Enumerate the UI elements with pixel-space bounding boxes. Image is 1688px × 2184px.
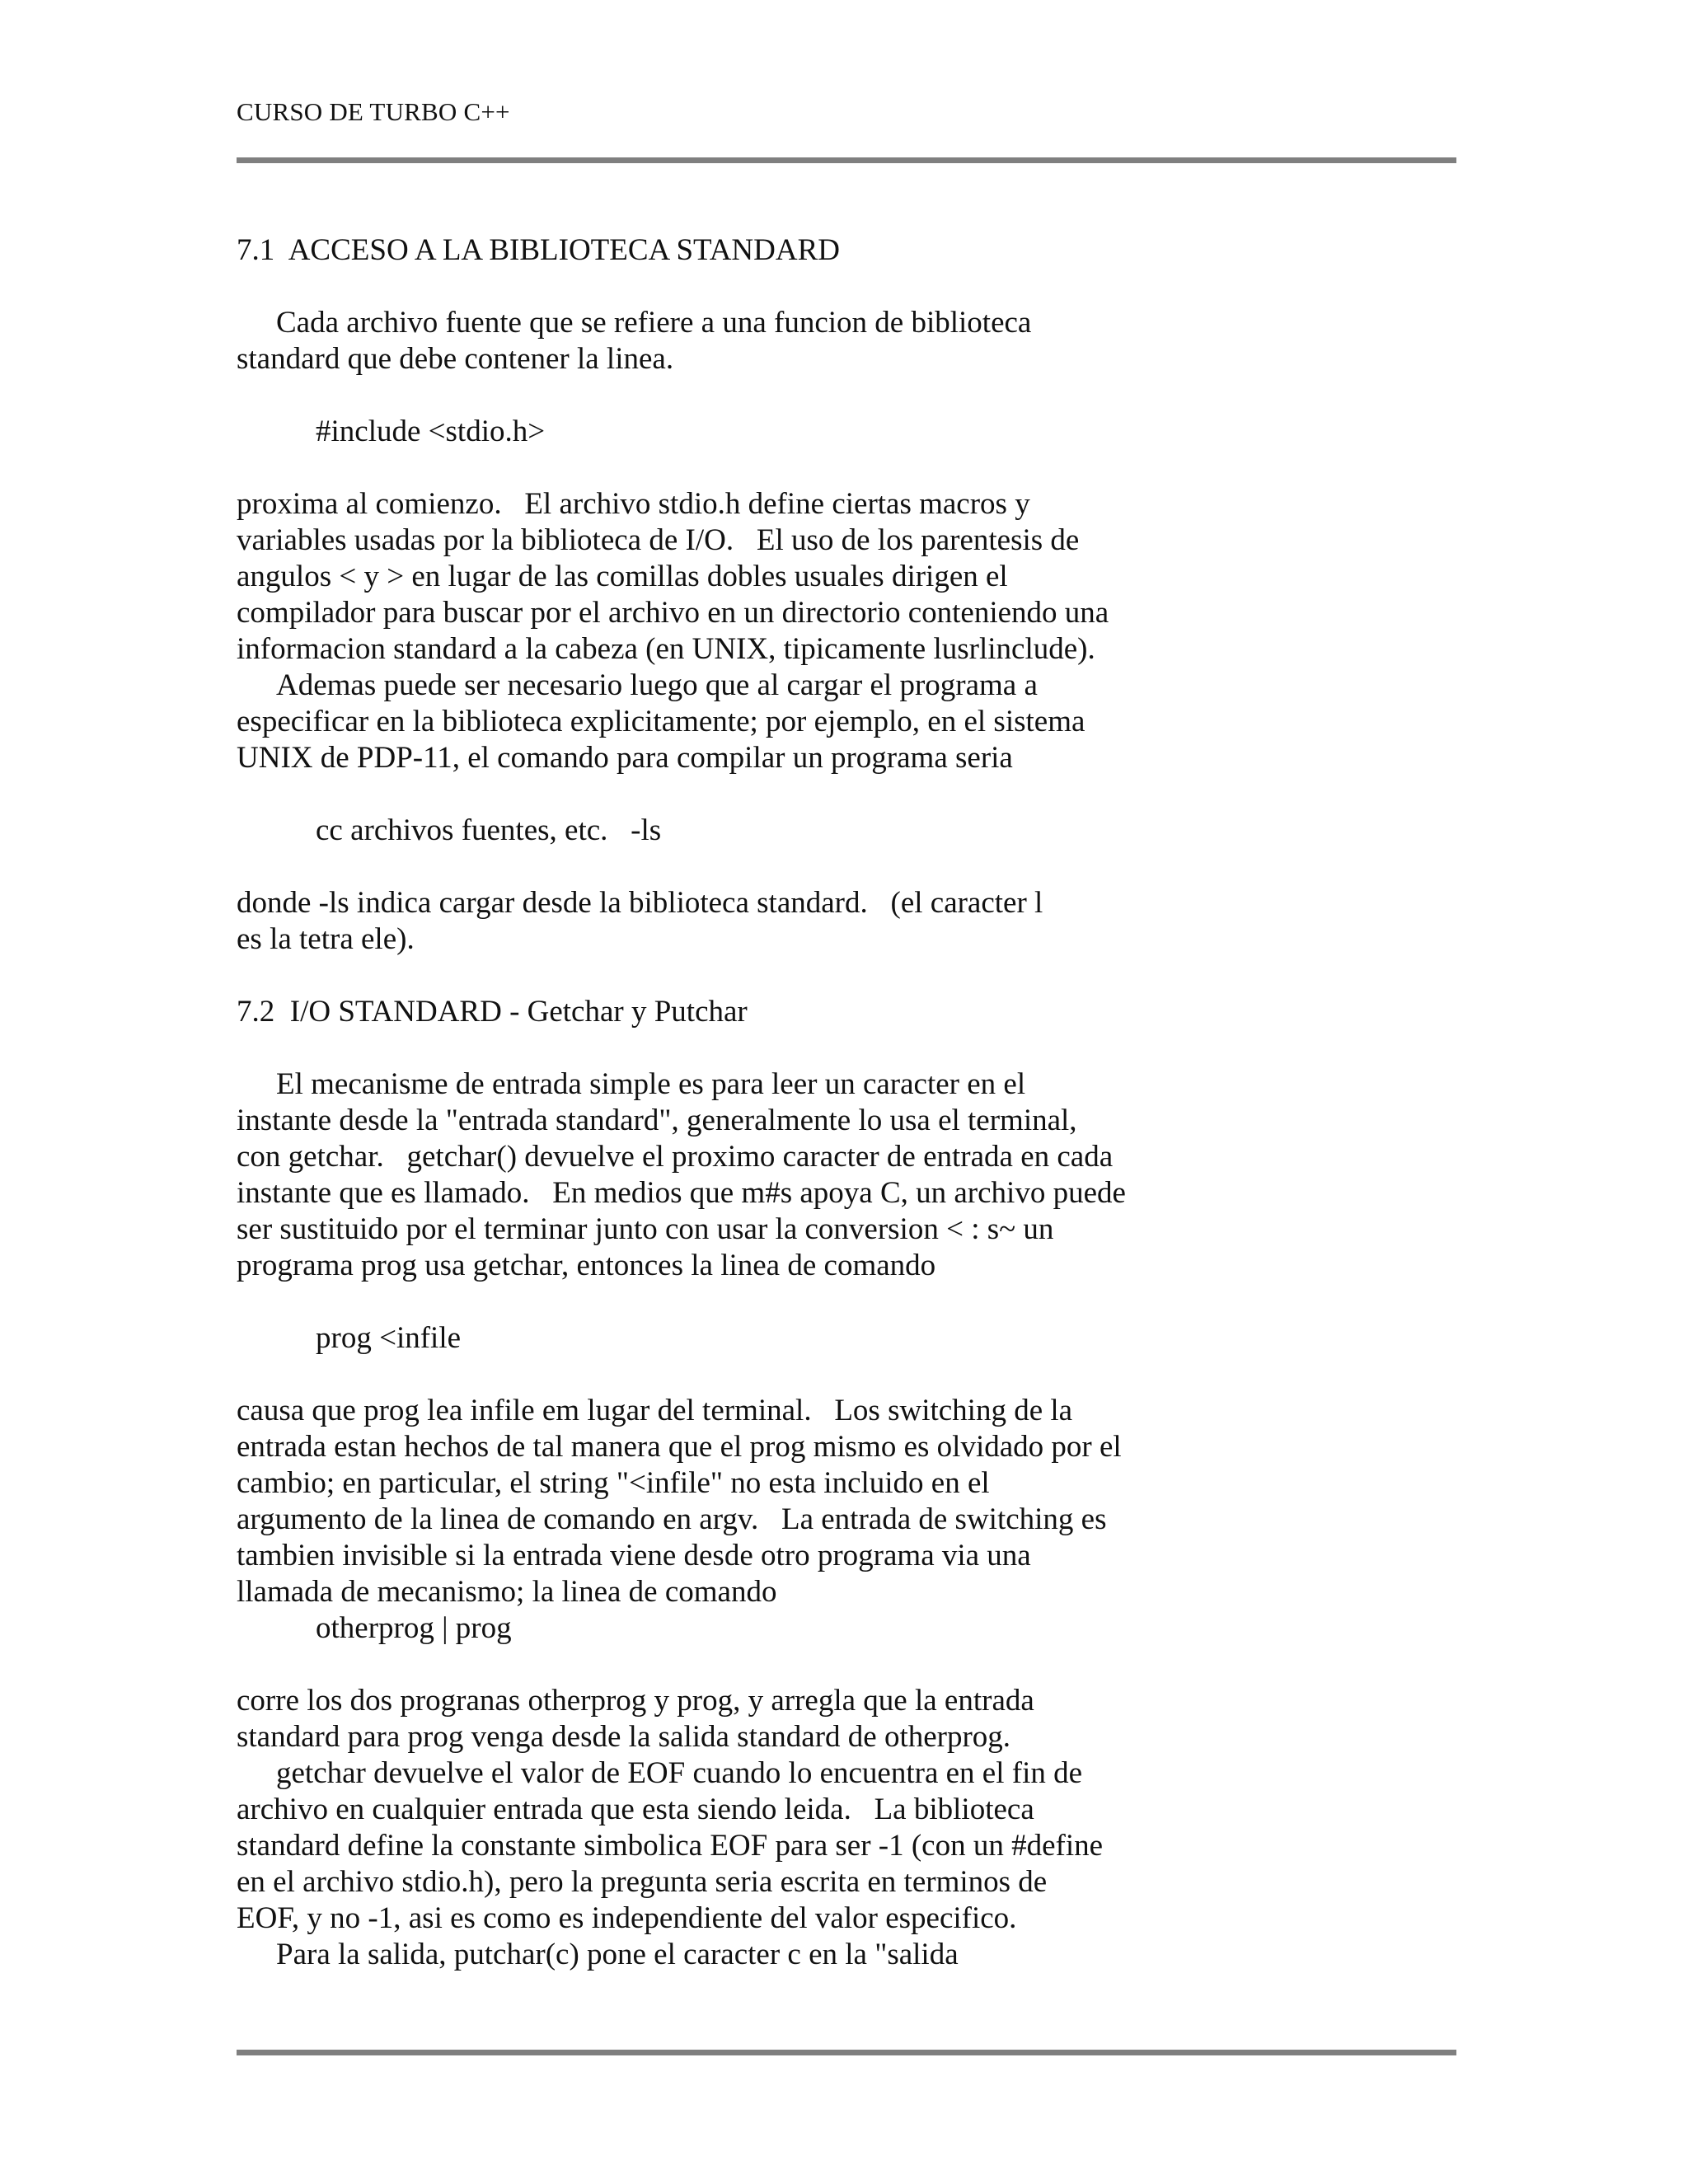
paragraph-5-line-6: programa prog usa getchar, entonces la linea de comando: [237, 1249, 936, 1282]
paragraph-3-line-2: especificar en la biblioteca explicitamente; por ejemplo, en el sistema: [237, 705, 1085, 738]
code-prog-infile: prog <infile: [316, 1321, 462, 1355]
paragraph-6-line-3: cambio; en particular, el string "<infile" no esta incluido en el: [237, 1466, 990, 1500]
paragraph-6-line-5: tambien invisible si la entrada viene desde otro programa via una: [237, 1539, 1031, 1572]
section-7-2-heading: 7.2 I/O STANDARD - Getchar y Putchar: [237, 995, 748, 1029]
running-header: CURSO DE TURBO C++: [237, 97, 510, 126]
paragraph-8-line-2: archivo en cualquier entrada que esta siendo leida. La biblioteca: [237, 1793, 1034, 1826]
code-include-stdio: #include <stdio.h>: [316, 415, 546, 448]
paragraph-1-line-1: Cada archivo fuente que se refiere a una funcion de biblioteca: [276, 306, 1032, 340]
paragraph-4-line-1: donde -ls indica cargar desde la biblioteca standard. (el caracter l: [237, 886, 1043, 920]
paragraph-6-line-4: argumento de la linea de comando en argv. La entrada de switching es: [237, 1502, 1107, 1536]
paragraph-6-line-1: causa que prog lea infile em lugar del terminal. Los switching de la: [237, 1394, 1073, 1427]
paragraph-8-line-1: getchar devuelve el valor de EOF cuando lo encuentra en el fin de: [276, 1756, 1083, 1790]
code-cc-command: cc archivos fuentes, etc. -ls: [316, 813, 662, 847]
paragraph-8-line-3: standard define la constante simbolica EOF para ser -1 (con un #define: [237, 1829, 1104, 1863]
paragraph-2-line-4: compilador para buscar por el archivo en un directorio conteniendo una: [237, 596, 1109, 630]
paragraph-5-line-1: El mecanisme de entrada simple es para leer un caracter en el: [276, 1067, 1026, 1101]
paragraph-3-line-3: UNIX de PDP-11, el comando para compilar un programa seria: [237, 741, 1013, 775]
paragraph-5-line-4: instante que es llamado. En medios que m#s apoya C, un archivo puede: [237, 1176, 1126, 1210]
paragraph-6-line-6: llamada de mecanismo; la linea de comando: [237, 1575, 777, 1609]
paragraph-8-line-4: en el archivo stdio.h), pero la pregunta seria escrita en terminos de: [237, 1865, 1048, 1899]
paragraph-5-line-5: ser sustituido por el terminar junto con usar la conversion < : s~ un: [237, 1212, 1054, 1246]
code-otherprog-pipe: otherprog | prog: [316, 1611, 512, 1645]
paragraph-4-line-2: es la tetra ele).: [237, 922, 415, 956]
paragraph-6-line-2: entrada estan hechos de tal manera que el prog mismo es olvidado por el: [237, 1430, 1122, 1464]
paragraph-9-line-1: Para la salida, putchar(c) pone el caracter c en la "salida: [276, 1938, 959, 1971]
paragraph-1-line-2: standard que debe contener la linea.: [237, 342, 674, 376]
paragraph-8-line-5: EOF, y no -1, asi es como es independiente del valor especifico.: [237, 1901, 1017, 1935]
paragraph-2-line-1: proxima al comienzo. El archivo stdio.h define ciertas macros y: [237, 487, 1030, 521]
paragraph-5-line-2: instante desde la "entrada standard", generalmente lo usa el terminal,: [237, 1104, 1077, 1137]
header-rule: [237, 157, 1456, 163]
paragraph-2-line-3: angulos < y > en lugar de las comillas dobles usuales dirigen el: [237, 560, 1008, 593]
paragraph-7-line-2: standard para prog venga desde la salida standard de otherprog.: [237, 1720, 1011, 1754]
section-7-1-heading: 7.1 ACCESO A LA BIBLIOTECA STANDARD: [237, 233, 840, 267]
paragraph-5-line-3: con getchar. getchar() devuelve el proximo caracter de entrada en cada: [237, 1140, 1114, 1174]
paragraph-7-line-1: corre los dos progranas otherprog y prog, y arregla que la entrada: [237, 1684, 1034, 1718]
paragraph-2-line-2: variables usadas por la biblioteca de I/O. El uso de los parentesis de: [237, 523, 1080, 557]
footer-rule: [237, 2050, 1456, 2055]
paragraph-2-line-5: informacion standard a la cabeza (en UNIX, tipicamente lusrlinclude).: [237, 632, 1095, 666]
paragraph-3-line-1: Ademas puede ser necesario luego que al cargar el programa a: [276, 668, 1038, 702]
